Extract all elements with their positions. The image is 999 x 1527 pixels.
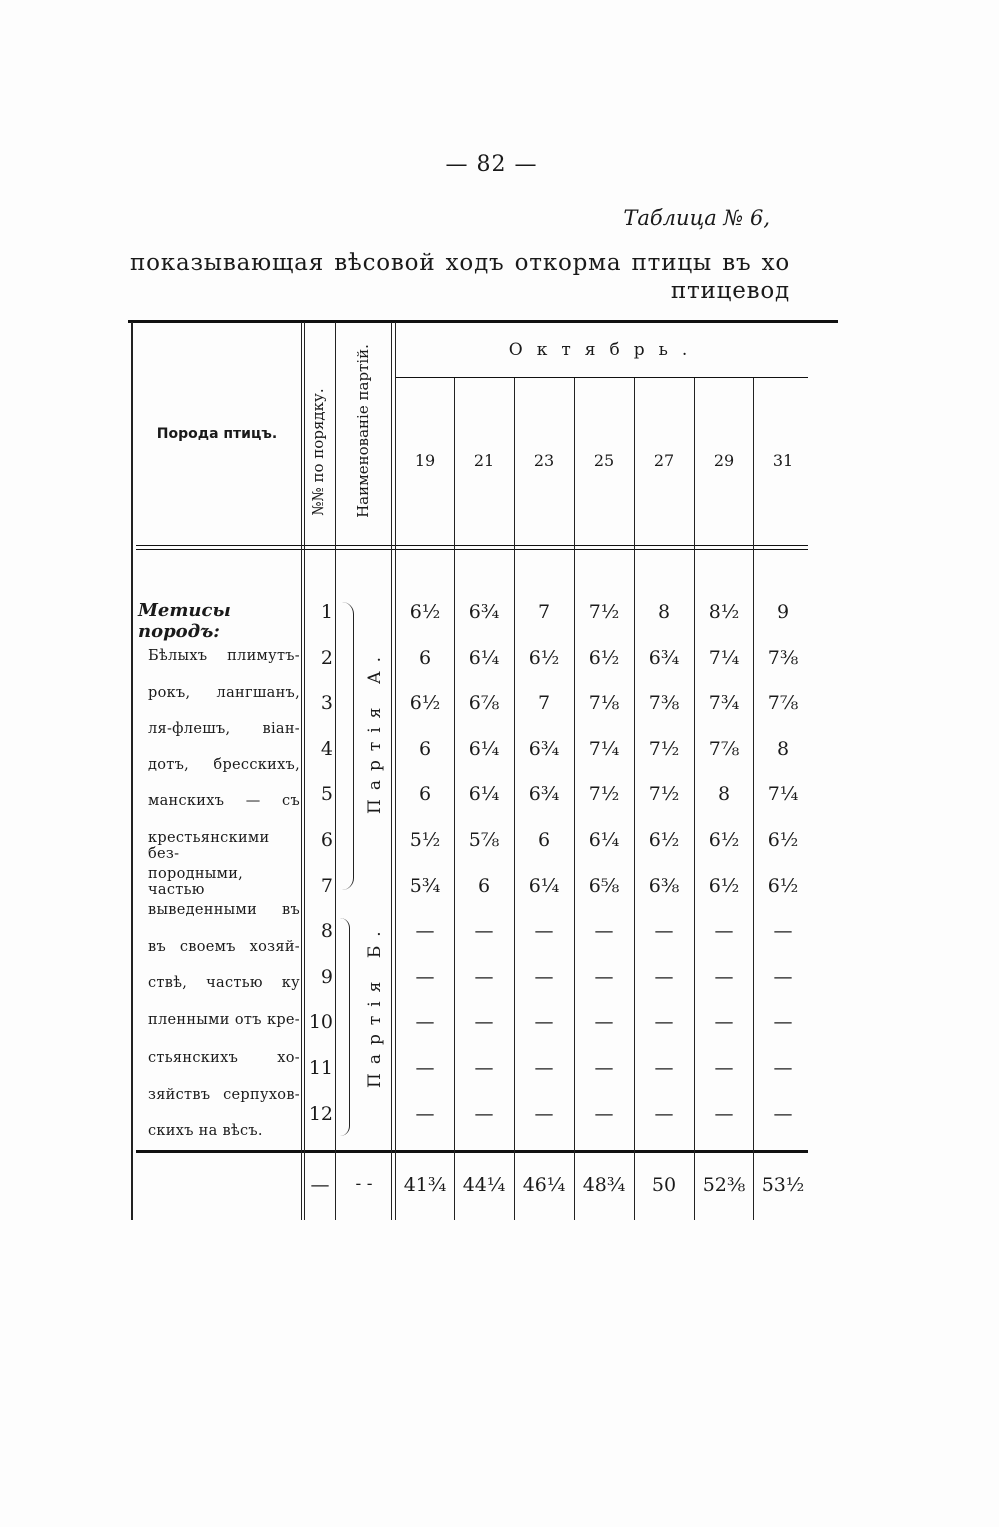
date-header: 31	[772, 451, 794, 470]
totals-batch: - -	[355, 1174, 373, 1194]
table-title-line-1: показывающая вѣсовой ходъ откорма птицы въ хо	[130, 250, 790, 276]
row-number: 10	[308, 1011, 333, 1033]
weight-cell: —	[594, 966, 614, 988]
weight-cell: 6¼	[468, 783, 500, 805]
weight-cell: 6	[537, 829, 551, 851]
weight-cell: 6½	[767, 875, 799, 897]
date-header: 21	[473, 451, 495, 470]
table-title-line-2: птицевод	[670, 278, 790, 304]
table-caption: Таблица № 6,	[623, 206, 770, 230]
total-cell: 48¾	[582, 1174, 626, 1196]
breed-line: рокъ, лангшанъ,	[148, 685, 300, 701]
row-number: 2	[320, 647, 333, 669]
weight-cell: 8	[776, 738, 790, 760]
breed-line: ля-флешъ, віан-	[148, 721, 300, 737]
weight-cell: 6⅝	[588, 875, 620, 897]
weight-cell: —	[474, 1011, 494, 1033]
weight-cell: 6½	[588, 647, 620, 669]
weight-cell: —	[534, 966, 554, 988]
row-number: 3	[320, 692, 333, 714]
weight-cell: —	[415, 920, 435, 942]
weight-cell: —	[773, 920, 793, 942]
weight-cell: 6¾	[528, 783, 560, 805]
weight-cell: 6½	[409, 601, 441, 623]
weight-cell: —	[594, 1011, 614, 1033]
weight-cell: —	[474, 1057, 494, 1079]
weight-cell: 6	[477, 875, 491, 897]
weight-cell: —	[654, 1011, 674, 1033]
weight-cell: 8	[657, 601, 671, 623]
weight-cell: 6¾	[648, 647, 680, 669]
weight-cell: —	[714, 966, 734, 988]
weight-cell: 6	[418, 647, 432, 669]
breed-line: въ своемъ хозяй-	[148, 939, 300, 955]
weight-cell: 6¼	[468, 647, 500, 669]
weight-cell: 6	[418, 783, 432, 805]
batch-a-label: Партія А.	[365, 647, 385, 814]
weight-cell: 8	[717, 783, 731, 805]
weight-cell: 7½	[648, 738, 680, 760]
batch-name-column-header: Наименованіе партій.	[354, 344, 372, 518]
totals-number: —	[310, 1174, 330, 1196]
date-header: 27	[653, 451, 675, 470]
weight-cell: —	[534, 1057, 554, 1079]
breed-line: скихъ на вѣсъ.	[148, 1123, 263, 1139]
total-cell: 52⅜	[702, 1174, 746, 1196]
total-cell: 53½	[761, 1174, 805, 1196]
weight-cell: —	[415, 1011, 435, 1033]
weight-cell: —	[534, 920, 554, 942]
weight-cell: 6⅜	[648, 875, 680, 897]
breed-line: породными, частью	[148, 866, 244, 898]
weight-cell: 7⅜	[648, 692, 680, 714]
weight-cell: 7½	[588, 783, 620, 805]
weight-cell: —	[773, 1103, 793, 1125]
total-cell: 44¼	[462, 1174, 506, 1196]
breed-line: крестьянскими без-	[148, 830, 270, 862]
breed-title: Метисы породъ:	[138, 600, 231, 642]
weight-cell: 7½	[588, 601, 620, 623]
breed-line: дотъ, бресскихъ,	[148, 757, 300, 773]
weight-cell: 9	[776, 601, 790, 623]
weight-cell: 5¾	[409, 875, 441, 897]
page-number: — 82 —	[445, 152, 538, 177]
weight-cell: —	[773, 966, 793, 988]
total-cell: 50	[651, 1174, 677, 1196]
breed-line: стьянскихъ хо-	[148, 1050, 300, 1066]
row-number: 1	[320, 601, 333, 623]
weight-cell: —	[654, 966, 674, 988]
weight-cell: 6½	[528, 647, 560, 669]
weight-cell: 7	[537, 692, 551, 714]
weight-cell: —	[534, 1103, 554, 1125]
row-number: 6	[320, 829, 333, 851]
weight-cell: 7¼	[767, 783, 799, 805]
weight-cell: 5½	[409, 829, 441, 851]
weight-cell: —	[474, 920, 494, 942]
weight-cell: —	[654, 920, 674, 942]
weight-cell: —	[714, 1103, 734, 1125]
batch-b-brace	[339, 918, 350, 1136]
row-number: 4	[320, 738, 333, 760]
weight-cell: —	[594, 920, 614, 942]
weight-cell: 6½	[708, 875, 740, 897]
weight-cell: 6	[418, 738, 432, 760]
date-header: 19	[414, 451, 436, 470]
weight-cell: —	[474, 966, 494, 988]
weight-cell: 6½	[708, 829, 740, 851]
weight-cell: 7¼	[588, 738, 620, 760]
month-header: Октябрь.	[508, 340, 702, 360]
weight-cell: 7⅞	[708, 738, 740, 760]
weight-cell: —	[415, 1103, 435, 1125]
breed-line: пленными отъ кре-	[148, 1012, 300, 1028]
weight-cell: —	[594, 1103, 614, 1125]
breed-line: Бѣлыхъ плимутъ-	[148, 648, 300, 664]
weight-cell: 7⅞	[767, 692, 799, 714]
weight-cell: 7½	[648, 783, 680, 805]
batch-a-brace	[339, 602, 354, 890]
weight-cell: —	[773, 1011, 793, 1033]
row-number: 12	[308, 1103, 333, 1125]
total-cell: 46¼	[522, 1174, 566, 1196]
weight-cell: 6¼	[588, 829, 620, 851]
weight-cell: —	[654, 1057, 674, 1079]
date-header: 29	[713, 451, 735, 470]
row-number: 5	[320, 783, 333, 805]
weight-cell: 7⅜	[767, 647, 799, 669]
weight-cell: 6⅞	[468, 692, 500, 714]
weight-cell: 6¾	[528, 738, 560, 760]
batch-b-label: Партія Б.	[365, 922, 385, 1088]
weight-cell: —	[415, 1057, 435, 1079]
weight-cell: 6½	[409, 692, 441, 714]
breed-line: манскихъ — съ	[148, 793, 300, 809]
weight-cell: 6½	[767, 829, 799, 851]
weight-cell: —	[773, 1057, 793, 1079]
weight-cell: 6½	[648, 829, 680, 851]
weight-cell: 7⅛	[588, 692, 620, 714]
weight-cell: —	[714, 1011, 734, 1033]
breed-line: зяйствъ серпухов-	[148, 1087, 300, 1103]
weight-cell: —	[534, 1011, 554, 1033]
row-number: 9	[320, 966, 333, 988]
weight-cell: —	[594, 1057, 614, 1079]
row-number: 11	[308, 1057, 333, 1079]
order-number-column-header: №№ по порядку.	[309, 388, 327, 516]
row-number: 8	[320, 920, 333, 942]
total-cell: 41¾	[403, 1174, 447, 1196]
weight-cell: 7¾	[708, 692, 740, 714]
weight-cell: —	[714, 1057, 734, 1079]
weight-cell: 8½	[708, 601, 740, 623]
weight-cell: 6¼	[468, 738, 500, 760]
date-header: 23	[533, 451, 555, 470]
breed-column-header: Порода птицъ.	[156, 426, 278, 442]
weight-cell: 6¾	[468, 601, 500, 623]
row-number: 7	[320, 875, 333, 897]
weight-cell: —	[714, 920, 734, 942]
weight-cell: 6¼	[528, 875, 560, 897]
weight-cell: 5⅞	[468, 829, 500, 851]
date-header: 25	[593, 451, 615, 470]
weight-cell: 7¼	[708, 647, 740, 669]
breed-line: ствѣ, частью ку	[148, 975, 300, 991]
weight-cell: —	[654, 1103, 674, 1125]
weight-cell: 7	[537, 601, 551, 623]
breed-line: выведенными въ	[148, 902, 300, 918]
weight-cell: —	[415, 966, 435, 988]
weight-cell: —	[474, 1103, 494, 1125]
